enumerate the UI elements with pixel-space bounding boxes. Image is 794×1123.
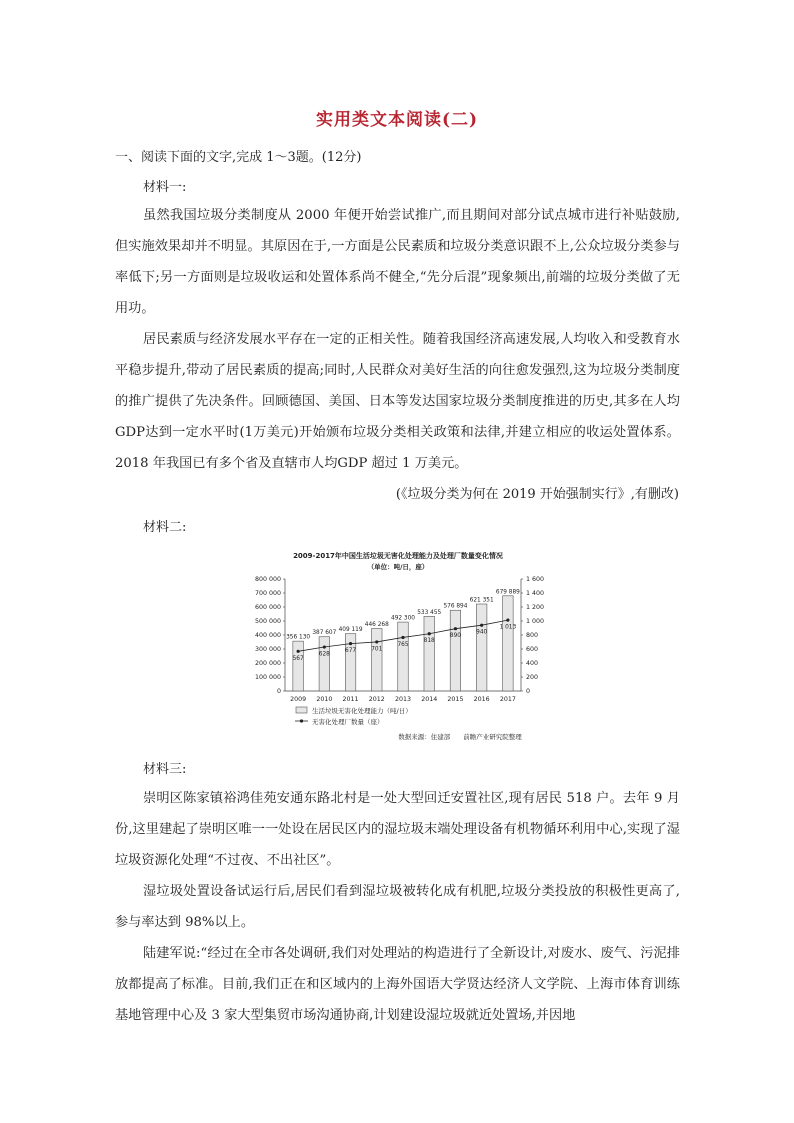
chart-source: 数据来源：住建部 前瞻产业研究院整理 bbox=[398, 733, 522, 741]
material-1-paragraph-2: 居民素质与经济发展水平存在一定的正相关性。随着我国经济高速发展,人均收入和受教育水平稳步提升,带动了居民素质的提高;同时,人民群众对美好生活的向往愈发强烈,这为垃圾分类制度的推广提供了先决条件。回顾德国、美国、日本等发达国家垃圾分类制度推进的历史,其多在人均GDP达到一定水平时(1万美元)开始颁布垃圾分类相关政策和法律,并建立相应的收运处置体系。2018 年我国已有多个省及直辖市人均GDP 超过 1 万美元。 bbox=[115, 332, 680, 471]
bar bbox=[424, 616, 434, 691]
line-point bbox=[428, 632, 431, 635]
y-left-tick-label: 700 000 bbox=[254, 590, 281, 598]
legend-line-label: 无害化处理厂数量（座） bbox=[312, 718, 384, 726]
y-left-tick-label: 300 000 bbox=[254, 646, 281, 654]
x-tick-label: 2009 bbox=[290, 696, 307, 703]
y-left-tick-label: 100 000 bbox=[254, 674, 281, 682]
y-right-tick-label: 600 bbox=[526, 646, 539, 654]
line-value-label: 940 bbox=[476, 629, 488, 636]
x-tick-label: 2016 bbox=[473, 696, 490, 703]
chart-title: 2009-2017年中国生活垃圾无害化处理能力及处理厂数量变化情况 bbox=[293, 552, 503, 560]
line-value-label: 765 bbox=[397, 641, 409, 648]
bar-value-label: 492 300 bbox=[391, 615, 415, 622]
y-left-tick-label: 500 000 bbox=[254, 618, 281, 626]
line-value-label: 890 bbox=[449, 633, 461, 640]
y-right-tick-label: 1 000 bbox=[526, 618, 545, 626]
y-right-tick-label: 0 bbox=[526, 688, 531, 696]
question-instruction: 一、阅读下面的文字,完成 1～3题。(12分) bbox=[115, 150, 362, 165]
legend-bar-label: 生活垃圾无害化处理能力（吨/日） bbox=[312, 707, 412, 715]
line-point bbox=[297, 650, 300, 653]
bar bbox=[319, 637, 329, 691]
x-tick-label: 2012 bbox=[368, 696, 385, 703]
legend-line-marker bbox=[300, 719, 303, 722]
bar-value-label: 533 455 bbox=[417, 609, 442, 616]
line-point bbox=[454, 627, 457, 630]
bar bbox=[476, 604, 486, 691]
bar-value-label: 446 268 bbox=[364, 622, 389, 629]
material-3-paragraph-2: 湿垃圾处置设备试运行后,居民们看到湿垃圾被转化成有机肥,垃圾分类投放的积极性更高了,参与率达到 98%以上。 bbox=[115, 884, 680, 930]
line-value-label: 567 bbox=[292, 655, 304, 662]
material-3-paragraph-3: 陆建军说:“经过在全市各处调研,我们对处理站的构造进行了全新设计,对废水、废气、污泥排放都提高了标准。目前,我们正在和区域内的上海外国语大学贤达经济人文学院、上海市体育训练基地管理中心及 3 家大型集贸市场沟通协商,计划建设湿垃圾就近处置场,并因地 bbox=[115, 946, 680, 1023]
y-right-tick-label: 1 200 bbox=[526, 604, 545, 612]
material-1-source: (《垃圾分类为何在 2019 开始强制实行》,有删改) bbox=[395, 487, 679, 502]
chart-legend bbox=[295, 706, 412, 726]
material-3-label: 材料三: bbox=[143, 762, 187, 777]
y-right-tick-label: 400 bbox=[526, 660, 539, 668]
x-tick-label: 2011 bbox=[342, 696, 359, 703]
material-1-paragraph-1: 虽然我国垃圾分类制度从 2000 年便开始尝试推广,而且期间对部分试点城市进行补贴鼓励,但实施效果却并不明显。其原因在于,一方面是公民素质和垃圾分类意识跟不上,公众垃圾分类参与率低下;另一方面则是垃圾收运和处置体系尚不健全,“先分后混”现象频出,前端的垃圾分类做了无用功。 bbox=[115, 208, 680, 316]
bar bbox=[450, 610, 460, 691]
line-value-label: 701 bbox=[371, 646, 383, 653]
material-1-label: 材料一: bbox=[143, 180, 187, 195]
y-left-tick-label: 600 000 bbox=[254, 604, 281, 612]
bar bbox=[398, 622, 408, 691]
line-value-label: 628 bbox=[318, 651, 330, 658]
line-point bbox=[323, 645, 326, 648]
y-left-tick-label: 800 000 bbox=[254, 576, 281, 584]
line-value-label: 818 bbox=[423, 638, 435, 645]
line-value-label: 677 bbox=[345, 648, 357, 655]
x-tick-label: 2015 bbox=[447, 696, 464, 703]
bar bbox=[503, 596, 513, 691]
line-value-label: 1 013 bbox=[499, 624, 517, 631]
x-tick-label: 2013 bbox=[394, 696, 412, 703]
bar-value-label: 679 889 bbox=[495, 589, 520, 596]
x-tick-label: 2017 bbox=[499, 696, 516, 703]
y-left-tick-label: 200 000 bbox=[254, 660, 281, 668]
plot-area bbox=[255, 576, 544, 703]
bar bbox=[293, 641, 303, 691]
y-right-tick-label: 1 400 bbox=[526, 590, 545, 598]
y-left-tick-label: 0 bbox=[276, 688, 281, 696]
material-3-paragraph-1: 崇明区陈家镇裕鸿佳苑安通东路北村是一处大型回迁安置社区,现有居民 518 户。去年 9 月份,这里建起了崇明区唯一一处设在居民区内的湿垃圾末端处理设备有机物循环利用中心,实现了湿垃圾资源化处理“不过夜、不出社区”。 bbox=[115, 791, 680, 868]
bar-value-label: 576 894 bbox=[443, 603, 468, 610]
y-right-tick-label: 200 bbox=[526, 674, 539, 682]
y-left-tick-label: 400 000 bbox=[254, 632, 281, 640]
bar bbox=[372, 629, 382, 691]
line-point bbox=[480, 624, 483, 627]
y-right-tick-label: 800 bbox=[526, 632, 539, 640]
material-2-label: 材料二: bbox=[143, 520, 187, 535]
bar-value-label: 387 607 bbox=[312, 630, 337, 637]
bar-value-label: 356 130 bbox=[286, 634, 311, 641]
line-point bbox=[349, 642, 352, 645]
bar-value-label: 409 119 bbox=[338, 627, 363, 634]
y-right-tick-label: 1 600 bbox=[526, 576, 545, 584]
x-tick-label: 2014 bbox=[421, 696, 438, 703]
x-tick-label: 2010 bbox=[316, 696, 333, 703]
line-point bbox=[401, 636, 404, 639]
legend-bar-swatch bbox=[296, 707, 307, 713]
chart bbox=[238, 543, 558, 753]
line-point bbox=[506, 618, 509, 621]
page-title: 实用类文本阅读(二) bbox=[315, 110, 479, 130]
line-point bbox=[375, 640, 378, 643]
bar-value-label: 621 351 bbox=[469, 597, 494, 604]
chart-subtitle: （单位：吨/日，座） bbox=[367, 563, 429, 571]
